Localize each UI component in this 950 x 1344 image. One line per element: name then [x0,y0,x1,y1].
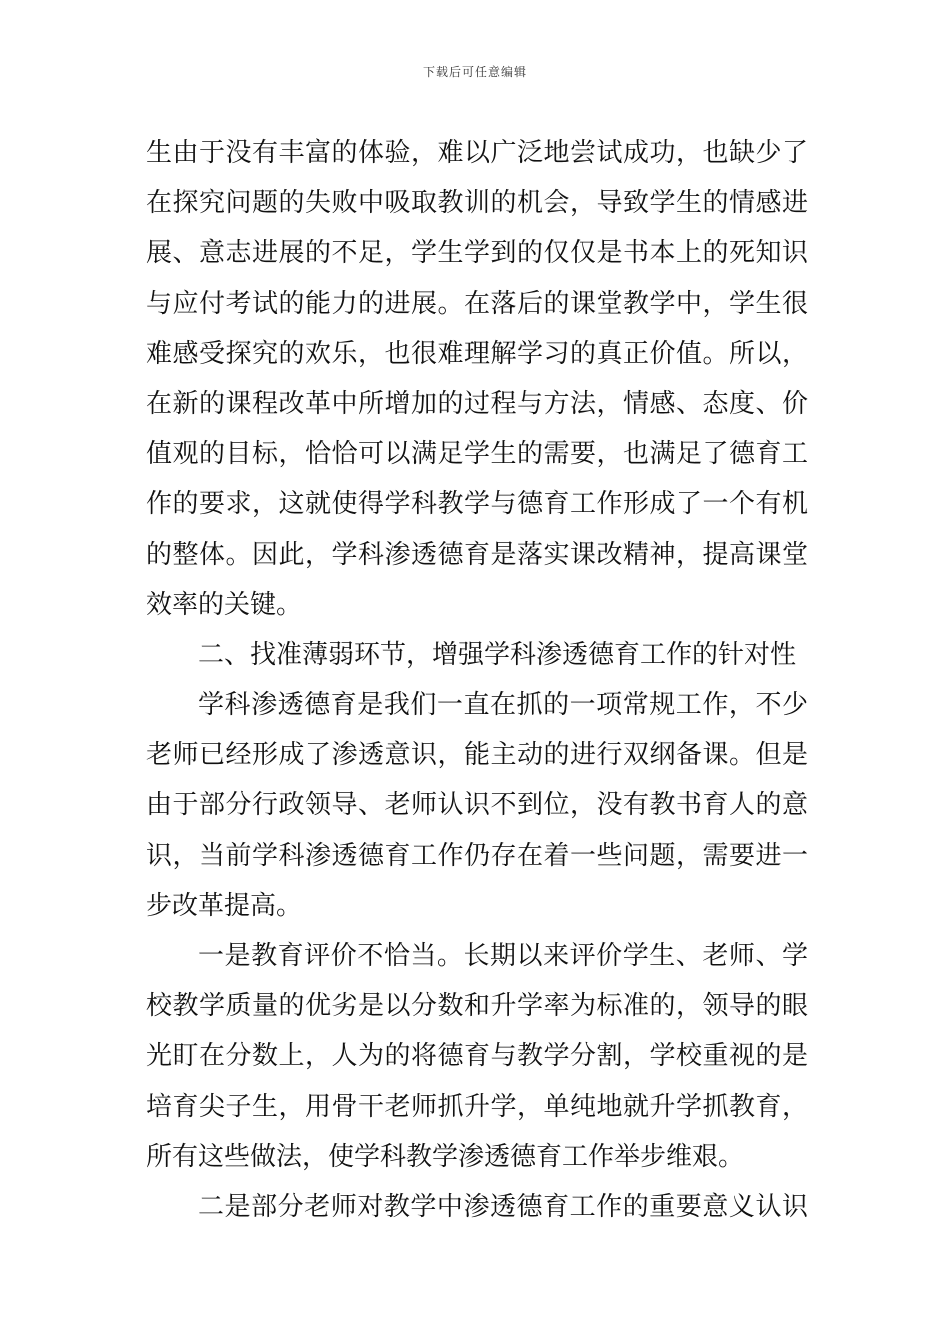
text-line: 老师已经形成了渗透意识，能主动的进行双纲备课。但是 [146,740,808,771]
text-line: 光盯在分数上，人为的将德育与教学分割，学校重视的是 [146,1041,808,1072]
text-line: 所有这些做法，使学科教学渗透德育工作举步维艰。 [146,1141,745,1172]
text-line: 步改革提高。 [146,890,303,921]
text-line: 二是部分老师对教学中渗透德育工作的重要意义认识 [198,1191,808,1222]
text-line: 值观的目标，恰恰可以满足学生的需要，也满足了德育工 [146,439,808,470]
text-line: 培育尖子生，用骨干老师抓升学，单纯地就升学抓教育， [146,1091,808,1122]
text-line: 在探究问题的失败中吸取教训的机会，导致学生的情感进 [146,188,808,219]
text-line: 由于部分行政领导、老师认识不到位，没有教书育人的意 [146,790,808,821]
text-line: 作的要求，这就使得学科教学与德育工作形成了一个有机 [146,489,808,520]
text-line: 效率的关键。 [146,589,303,620]
document-body [146,128,808,1232]
text-line: 与应付考试的能力的进展。在落后的课堂教学中，学生很 [146,288,808,319]
text-line: 生由于没有丰富的体验，难以广泛地尝试成功，也缺少了 [146,138,808,168]
text-line: 展、意志进展的不足，学生学到的仅仅是书本上的死知识 [146,238,808,269]
text-line: 校教学质量的优劣是以分数和升学率为标准的，领导的眼 [146,991,808,1022]
text-line: 在新的课程改革中所增加的过程与方法，情感、态度、价 [146,388,808,419]
text-line: 识，当前学科渗透德育工作仍存在着一些问题，需要进一 [146,840,808,871]
text-line: 二、找准薄弱环节，增强学科渗透德育工作的针对性 [198,639,797,670]
text-line: 学科渗透德育是我们一直在抓的一项常规工作，不少 [198,690,808,721]
text-line: 的整体。因此，学科渗透德育是落实课改精神，提高课堂 [146,539,808,570]
page-header: 下载后可任意编辑 [422,65,527,79]
text-line: 难感受探究的欢乐，也很难理解学习的真正价值。所以， [146,338,808,369]
text-line: 一是教育评价不恰当。长期以来评价学生、老师、学 [198,941,808,971]
